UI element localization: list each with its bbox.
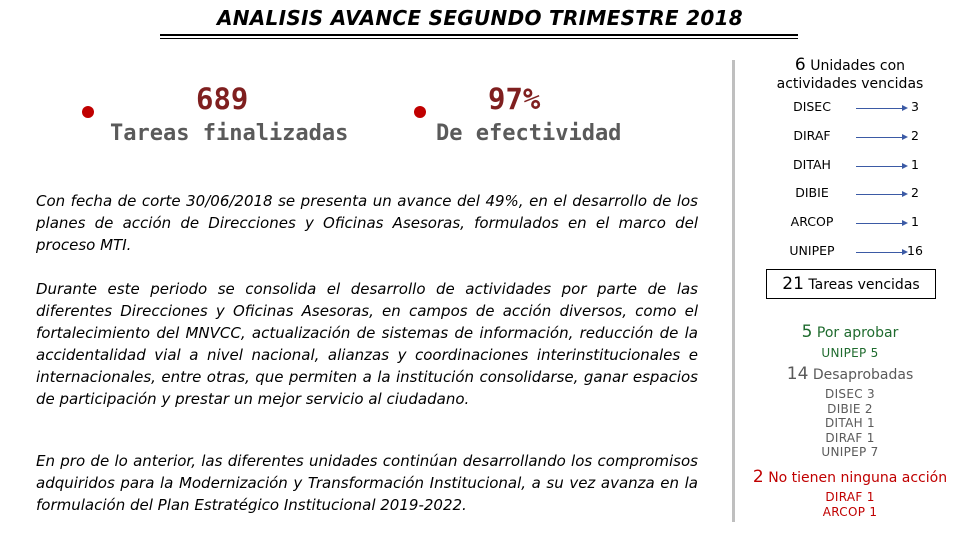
paragraph-cutoff: Con fecha de corte 30/06/2018 se presenta un avance del 49%, en el desarrollo de los planes de acción de Direcciones y Oficinas Asesoras, formulados en el marco del proceso MTI.	[36, 192, 698, 254]
list-item: DIRAF 1	[825, 490, 875, 504]
bullet-dot-icon	[82, 106, 94, 118]
no-action-count: 2	[752, 467, 764, 487]
overdue-tasks-box	[766, 269, 936, 299]
list-item: ARCOP 1	[822, 504, 878, 519]
disapproved-count: 14	[786, 364, 809, 384]
paragraph-progress: En pro de lo anterior, las diferentes unidades continúan desarrollando los compromisos adquiridos para la Modernización y Transformación Institucional, a su vez avanza en la formulación del Plan Estratégico Institucional 2019-2022.	[36, 452, 698, 514]
overdue-units-header	[760, 56, 940, 93]
unit-count: 1	[911, 157, 919, 172]
to-approve-count: 5	[801, 322, 813, 342]
kpi-tasks-label: Tareas finalizadas	[110, 121, 349, 146]
list-item: DISEC 3	[825, 387, 875, 401]
vertical-divider	[732, 60, 735, 522]
unit-row	[770, 185, 940, 205]
kpi-tasks-value: 689	[196, 82, 249, 116]
overdue-tasks-label: Tareas vencidas	[808, 277, 920, 293]
list-item: DIBIE 2	[827, 401, 873, 416]
unit-count: 2	[911, 128, 919, 143]
to-approve-label: Por aprobar	[816, 325, 899, 341]
disapproved-header	[750, 364, 950, 384]
unit-name: UNIPEP	[789, 243, 835, 258]
unit-count: 2	[911, 185, 919, 200]
page-title: ANALISIS AVANCE SEGUNDO TRIMESTRE 2018	[216, 6, 744, 30]
unit-name: ARCOP	[790, 214, 834, 229]
unit-name: DITAH	[793, 157, 831, 172]
unit-row	[770, 157, 940, 177]
disapproved-list	[760, 387, 940, 460]
list-item: DITAH 1	[825, 416, 875, 430]
list-item: UNIPEP 7	[821, 445, 879, 459]
no-action-header	[740, 467, 960, 487]
to-approve-list	[760, 346, 940, 361]
list-item: DIRAF 1	[825, 430, 875, 445]
list-item: UNIPEP 5	[821, 346, 879, 360]
unit-name: DISEC	[793, 99, 831, 114]
bullet-dot-icon	[414, 106, 426, 118]
title-underline	[160, 34, 798, 36]
overdue-units-label-line2: actividades vencidas	[776, 76, 924, 92]
unit-row	[770, 128, 940, 148]
paragraph-period: Durante este periodo se consolida el desarrollo de actividades por parte de las diferentes Direcciones y Oficinas Asesoras, en campos de acción diversos, como el fortalecimiento del MNVCC, actualización de sistemas de información, reducción de la accidentalidad vial a nivel nacional, alianzas y coordinaciones interinstitucionales e internacionales, entre otras, que permiten a la institución consolidarse, ganar espacios de participación y prestar un mejor servicio al ciudadano.	[36, 280, 698, 408]
unit-count: 1	[911, 214, 919, 229]
overdue-tasks-count: 21	[782, 274, 804, 294]
overdue-units-label-line1: Unidades con	[810, 58, 906, 74]
kpi-effectiveness-value: 97%	[488, 82, 541, 116]
unit-row	[770, 243, 940, 263]
no-action-label: No tienen ninguna acción	[768, 470, 948, 486]
unit-name: DIBIE	[795, 185, 829, 200]
unit-count: 3	[911, 99, 919, 114]
no-action-list	[760, 490, 940, 519]
kpi-effectiveness-label: De efectividad	[436, 121, 622, 146]
overdue-units-count: 6	[794, 55, 806, 75]
to-approve-header	[760, 322, 940, 342]
disapproved-label: Desaprobadas	[812, 367, 914, 383]
unit-row	[770, 214, 940, 234]
title-underline-thin	[160, 38, 798, 39]
unit-row	[770, 99, 940, 119]
unit-count: 16	[907, 243, 923, 258]
unit-name: DIRAF	[793, 128, 831, 143]
